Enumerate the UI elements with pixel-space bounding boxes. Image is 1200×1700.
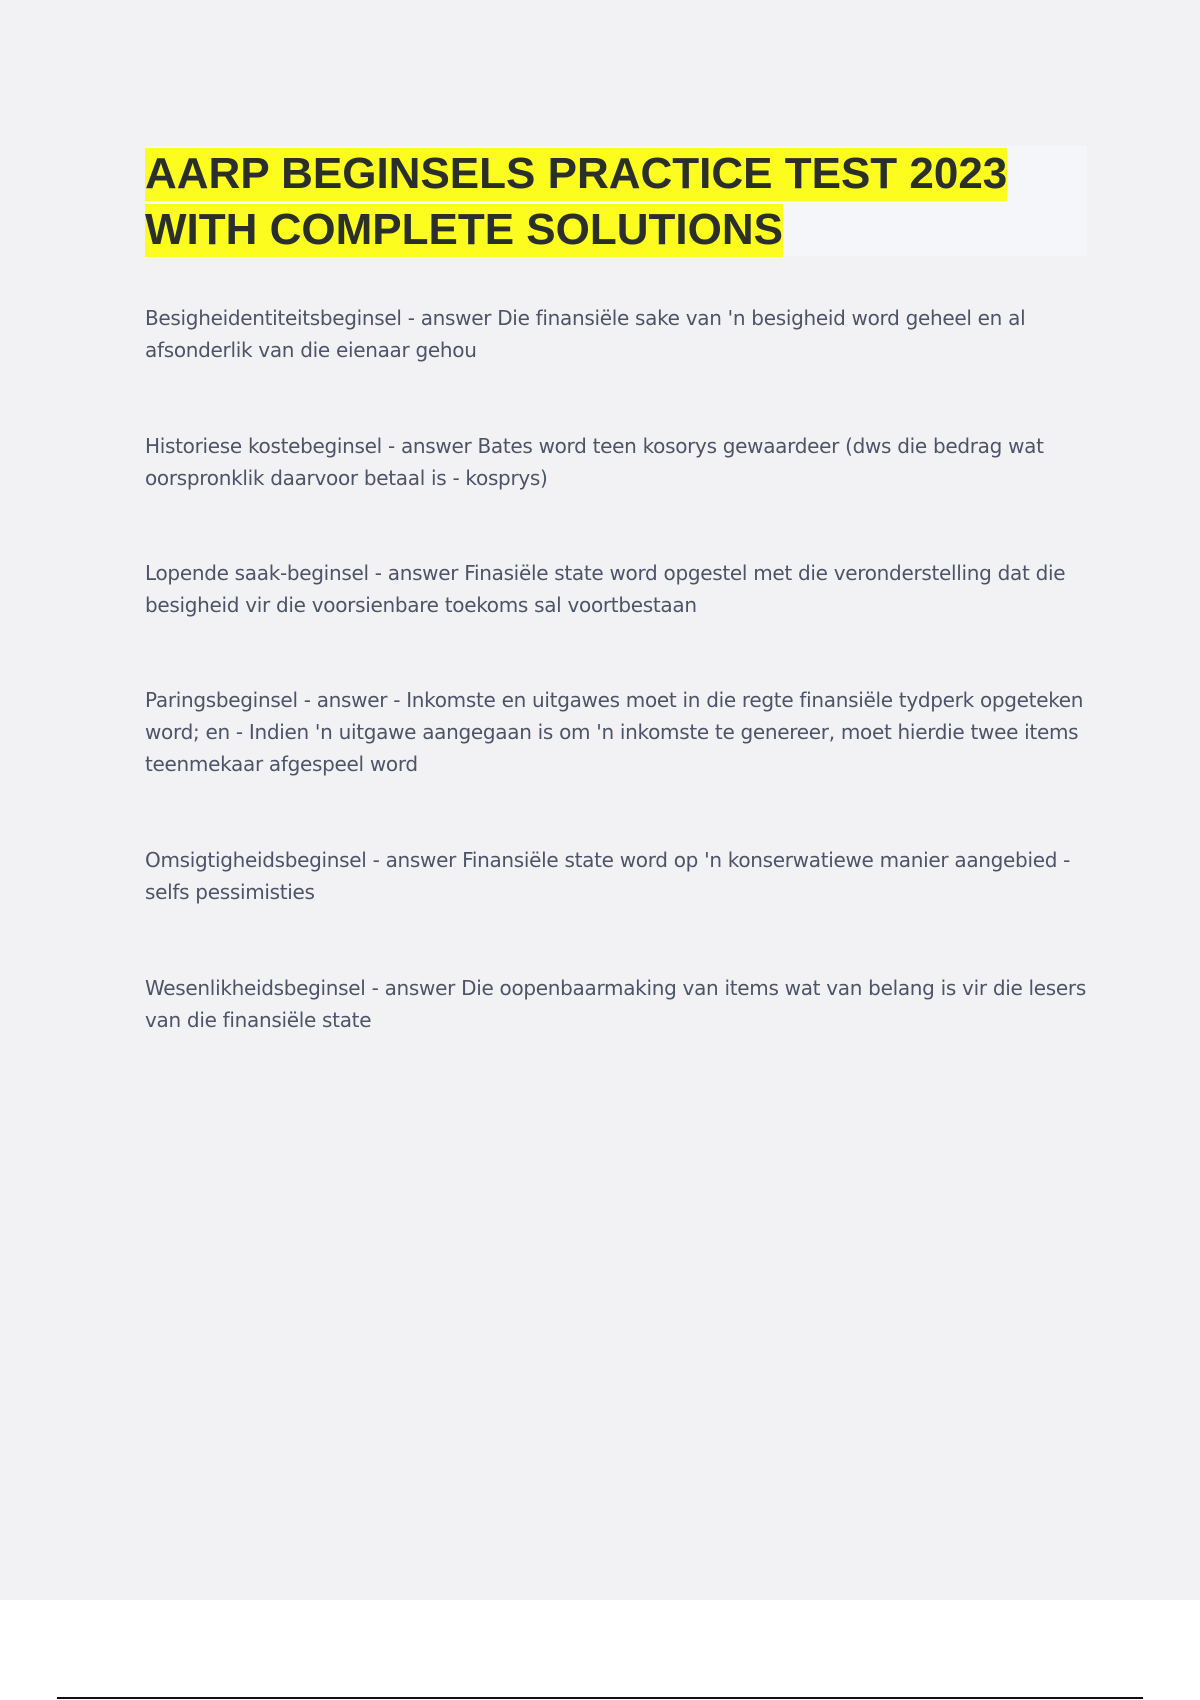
document-title [145, 146, 1087, 258]
entry-besigheidentiteitsbeginsel: Besigheidentiteitsbeginsel - answer Die finansiële sake van 'n besigheid word geheel en al afsonderlik van die eienaar gehou [145, 306, 1026, 362]
entry-historiese-kostebeginsel: Historiese kostebeginsel - answer Bates word teen kosorys gewaardeer (dws die bedrag wat oorspronklik daarvoor betaal is - kosprys) [145, 434, 1044, 490]
title-block [145, 146, 1087, 256]
entry-omsigtigheidsbeginsel: Omsigtigheidsbeginsel - answer Finansiële state word op 'n konserwatiewe manier aangebied - selfs pessimisties [145, 848, 1071, 904]
document-title-highlight: AARP BEGINSELS PRACTICE TEST 2023 WITH COMPLETE SOLUTIONS [145, 148, 1007, 257]
entry-wesenlikheidsbeginsel: Wesenlikheidsbeginsel - answer Die oopenbaarmaking van items wat van belang is vir die lesers van die finansiële state [145, 976, 1086, 1032]
entry-paringsbeginsel: Paringsbeginsel - answer - Inkomste en uitgawes moet in die regte finansiële tydperk opgeteken word; en - Indien 'n uitgawe aangegaan is om 'n inkomste te genereer, moet hierdie twee items teenmekaar afgespeel word [145, 688, 1084, 776]
bottom-divider [57, 1697, 1143, 1699]
entry-lopende-saak-beginsel: Lopende saak-beginsel - answer Finasiële state word opgestel met die veronderstelling dat die besigheid vir die voorsienbare toekoms sal voortbestaan [145, 561, 1066, 617]
